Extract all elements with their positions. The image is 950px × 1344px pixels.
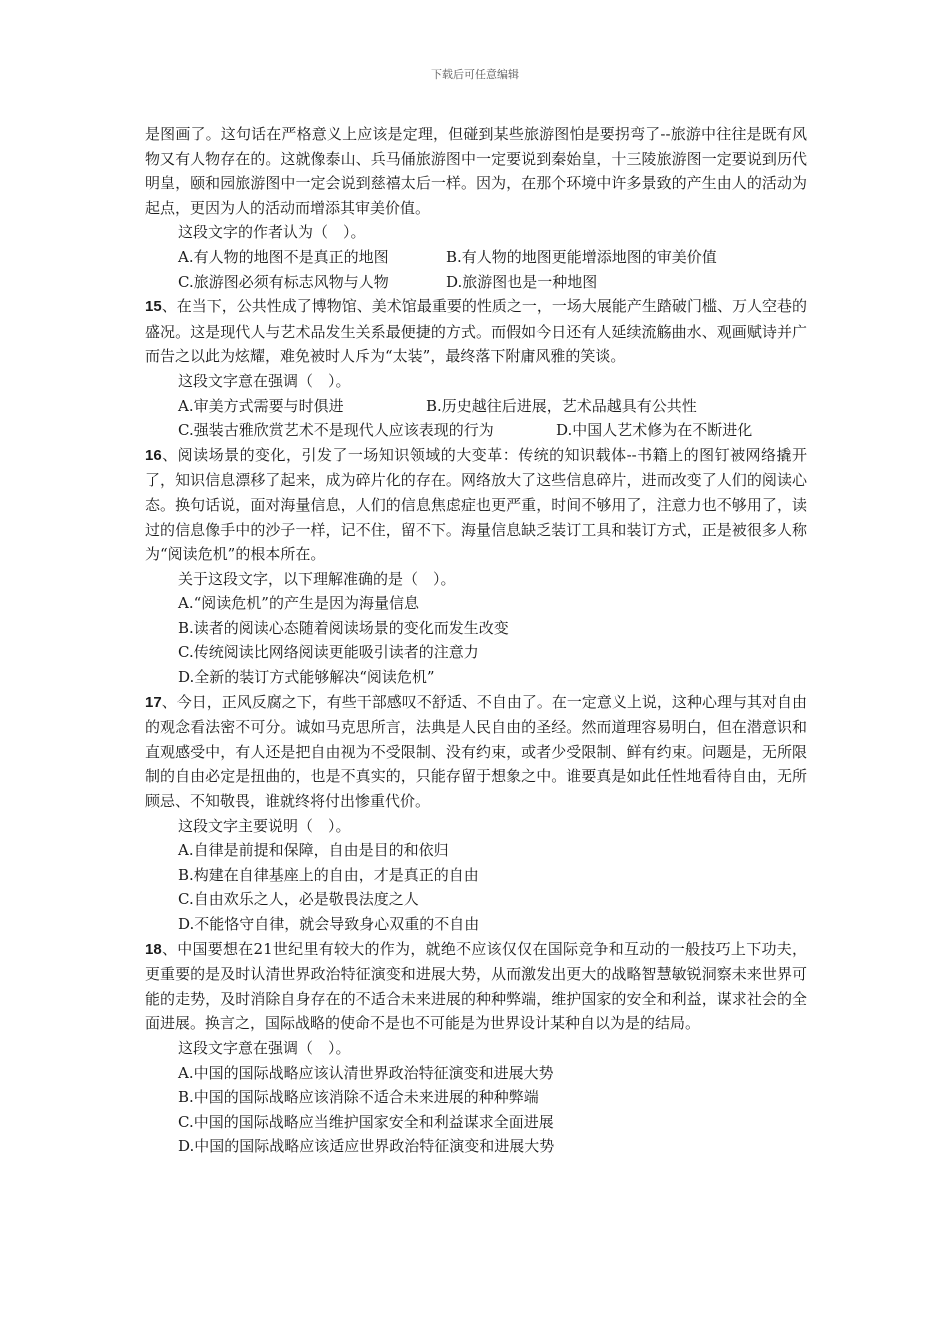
question-stem: 这段文字意在强调（ ）。 bbox=[178, 371, 351, 390]
option-a: A.中国的国际战略应该认清世界政治特征演变和进展大势 bbox=[178, 1063, 554, 1082]
option-c: C.旅游图必须有标志风物与人物 bbox=[178, 272, 389, 291]
question-text: 、中国要想在21世纪里有较大的作为，就绝不应该仅仅在国际竞争和互动的一般技巧上下功夫，更重要的是及时认清世界政治特征演变和进展大势，从而激发出更大的战略智慧敏锐洞察未来世界可能的走势，及时消除自身存在的不适合未来进展的种种弊端，维护国家的安全和利益，谋求社会的全面进展。换言之，国际战略的使命不是也不可能是为世界设计某种自以为是的结局。 bbox=[145, 939, 807, 1033]
intro-options-row-1 bbox=[145, 245, 807, 270]
document-body bbox=[145, 122, 807, 1159]
option-a: A.“阅读危机”的产生是因为海量信息 bbox=[178, 594, 419, 613]
question-16 bbox=[145, 443, 807, 567]
question-stem: 这段文字意在强调（ ）。 bbox=[178, 1038, 351, 1057]
option-d: D.旅游图也是一种地图 bbox=[446, 272, 598, 291]
option-c: C.自由欢乐之人，必是敬畏法度之人 bbox=[178, 890, 419, 909]
question-stem: 这段文字主要说明（ ）。 bbox=[178, 816, 351, 835]
question-17 bbox=[145, 690, 807, 814]
question-number: 17 bbox=[145, 693, 162, 711]
option-d: D.全新的装订方式能够解决“阅读危机” bbox=[178, 668, 435, 687]
page-header: 下载后可任意编辑 bbox=[431, 68, 519, 81]
question-15 bbox=[145, 294, 807, 369]
option-c: C.传统阅读比网络阅读更能吸引读者的注意力 bbox=[178, 643, 479, 662]
option-b: B.中国的国际战略应该消除不适合未来进展的种种弊端 bbox=[178, 1088, 539, 1107]
q15-options-row-1 bbox=[145, 394, 807, 419]
question-text: 、阅读场景的变化，引发了一场知识领域的大变革：传统的知识载体--书籍上的图钉被网络撬开了，知识信息漂移了起来，成为碎片化的存在。网络放大了这些信息碎片，进而改变了人们的阅读心态。换句话说，面对海量信息，人们的信息焦虑症也更严重，时间不够用了，注意力也不够用了，读过的信息像手中的沙子一样，记不住，留不下。海量信息缺乏装订工具和装订方式，正是被很多人称为“阅读危机”的根本所在。 bbox=[145, 445, 807, 564]
option-b: B.历史越往后进展，艺术品越具有公共性 bbox=[426, 396, 697, 415]
q15-options-row-2 bbox=[145, 418, 807, 443]
intro-stem: 这段文字的作者认为（ ）。 bbox=[178, 223, 366, 242]
option-a: A.审美方式需要与时俱进 bbox=[178, 396, 344, 415]
question-text: 、在当下，公共性成了博物馆、美术馆最重要的性质之一，一场大展能产生踏破门槛、万人空巷的盛况。这是现代人与艺术品发生关系最便捷的方式。而假如今日还有人延续流觞曲水、观画赋诗并广而告之以此为炫耀，难免被时人斥为“太装”，最终落下附庸风雅的笑谈。 bbox=[145, 297, 807, 366]
question-number: 18 bbox=[145, 940, 162, 958]
option-d: D.中国人艺术修为在不断进化 bbox=[556, 421, 753, 440]
option-b: B.读者的阅读心态随着阅读场景的变化而发生改变 bbox=[178, 618, 509, 637]
option-b: B.构建在自律基座上的自由，才是真正的自由 bbox=[178, 865, 479, 884]
question-number: 15 bbox=[145, 298, 162, 316]
option-d: D.不能恪守自律，就会导致身心双重的不自由 bbox=[178, 915, 480, 933]
option-b: B.有人物的地图更能增添地图的审美价值 bbox=[446, 247, 717, 266]
question-text: 、今日，正风反腐之下，有些干部感叹不舒适、不自由了。在一定意义上说，这种心理与其对自由的观念看法密不可分。诚如马克思所言，法典是人民自由的圣经。然而道理容易明白，但在潜意识和直观感受中，有人还是把自由视为不受限制、没有约束，或者少受限制、鲜有约束。问题是，无所限制的自由必定是扭曲的，也是不真实的，只能存留于想象之中。谁要真是如此任性地看待自由，无所顾忌、不知敬畏，谁就终将付出惨重代价。 bbox=[145, 692, 807, 811]
option-c: C.中国的国际战略应当维护国家安全和利益谋求全面进展 bbox=[178, 1112, 554, 1131]
intro-options-row-2 bbox=[145, 270, 807, 295]
option-a: A.有人物的地图不是真正的地图 bbox=[178, 247, 389, 266]
question-18 bbox=[145, 937, 807, 1036]
option-d: D.中国的国际战略应该适应世界政治特征演变和进展大势 bbox=[178, 1137, 555, 1156]
intro-paragraph: 是图画了。这句话在严格意义上应该是定理，但碰到某些旅游图怕是要拐弯了--旅游中往往是既有风物又有人物存在的。这就像泰山、兵马俑旅游图中一定要说到秦始皇，十三陵旅游图一定要说到历代明皇，颐和园旅游图中一定会说到慈禧太后一样。因为，在那个环境中许多景致的产生由人的活动为起点，更因为人的活动而增添其审美价值。 bbox=[145, 125, 807, 217]
option-c: C.强装古雅欣赏艺术不是现代人应该表现的行为 bbox=[178, 421, 494, 440]
question-number: 16 bbox=[145, 446, 162, 464]
option-a: A.自律是前提和保障，自由是目的和依归 bbox=[178, 841, 449, 860]
question-stem: 关于这段文字，以下理解准确的是（ ）。 bbox=[178, 569, 456, 588]
